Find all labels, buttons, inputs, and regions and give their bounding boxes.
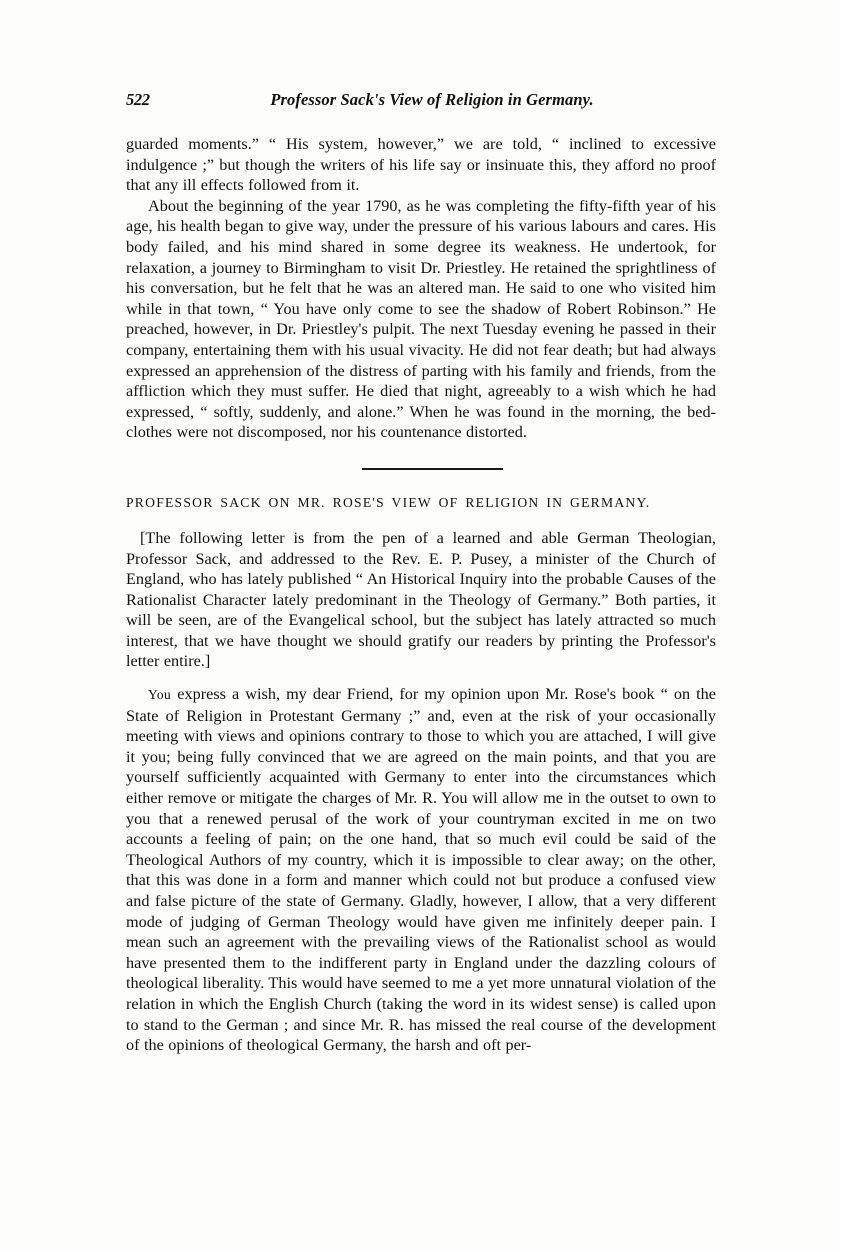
running-title: Professor Sack's View of Religion in Germany.	[270, 90, 594, 109]
editorial-note: [The following letter is from the pen of a learned and able German Theologian, Professor Sack, and addressed to the Rev. E. P. Pusey, a minister of the Church of England, who has lately published “ An Historical Inquiry into the probable Causes of the Rationalist Character lately predominant in the Theology of Germany.” Both parties, it will be seen, are of the Evangelical school, but the subject has lately attracted so much interest, that we have thought we should gratify our readers by printing the Professor's letter entire.]	[126, 528, 716, 671]
horizontal-rule	[362, 468, 503, 470]
section-heading: PROFESSOR SACK ON MR. ROSE'S VIEW OF RELIGION IN GERMANY.	[126, 494, 651, 510]
paragraph-spacer	[126, 672, 716, 684]
page-number: 522	[126, 90, 150, 109]
letter-body-paragraph	[126, 684, 716, 1056]
letter-opening-smallcaps: You	[148, 687, 172, 703]
letter-body-text: express a wish, my dear Friend, for my opinion upon Mr. Rose's book “ on the State of Religion in Protestant Germany ;” and, even at the risk of your occasionally meeting with views and opinions contrary to those to which you are attached, I will give it you; being fully convinced that we are agreed on the main points, and that you are yourself sufficiently acquainted with Germany to enter into the circumstances which either remove or mitigate the charges of Mr. R. You will allow me in the outset to own to you that a renewed perusal of the work of your countryman excited in me on two accounts a feeling of pain; on the one hand, that so much evil could be said of the Theological Authors of my country, which it is impossible to clear away; on the other, that this was done in a form and manner which could not but produce a confused view and false picture of the state of Germany. Gladly, however, I allow, that a very different mode of judging of German Theology would have given me infinitely deeper pain. I mean such an agreement with the prevailing views of the Rationalist school as would have presented them to the indifferent party in England under the dazzling colours of theological liberality. This would have seemed to me a yet more unnatural violation of the relation in which the English Church (taking the word in its widest sense) is called upon to stand to the German ; and since Mr. R. has missed the real course of the development of the opinions of theological Germany, the harsh and oft per-	[126, 685, 716, 1055]
running-head	[126, 88, 716, 118]
paragraph-continued: guarded moments.” “ His system, however,” we are told, “ inclined to excessive indulgence ;” but though the writers of his life say or insinuate this, they afford no proof that any ill effects followed from it.	[126, 135, 716, 195]
section-divider	[126, 443, 716, 495]
paragraph-robinson-death: About the beginning of the year 1790, as he was completing the fifty-fifth year of his age, his health began to give way, under the pressure of his various labours and cares. His body failed, and his mind shared in some degree its weakness. He undertook, for relaxation, a journey to Birmingham to visit Dr. Priestley. He retained the sprightliness of his conversation, but he felt that he was an altered man. He said to one who visited him while in that town, “ You have only come to see the shadow of Robert Robinson.” He preached, however, in Dr. Priestley's pulpit. The next Tuesday evening he passed in their company, entertaining them with his usual vivacity. He did not fear death; but had always expressed an apprehension of the distress of parting with his family and friends, from the affliction which they must suffer. He died that night, agreeably to a wish which he had expressed, “ softly, suddenly, and alone.” When he was found in the morning, the bed-clothes were not discomposed, nor his countenance distorted.	[126, 196, 716, 442]
page-content	[126, 88, 716, 1056]
